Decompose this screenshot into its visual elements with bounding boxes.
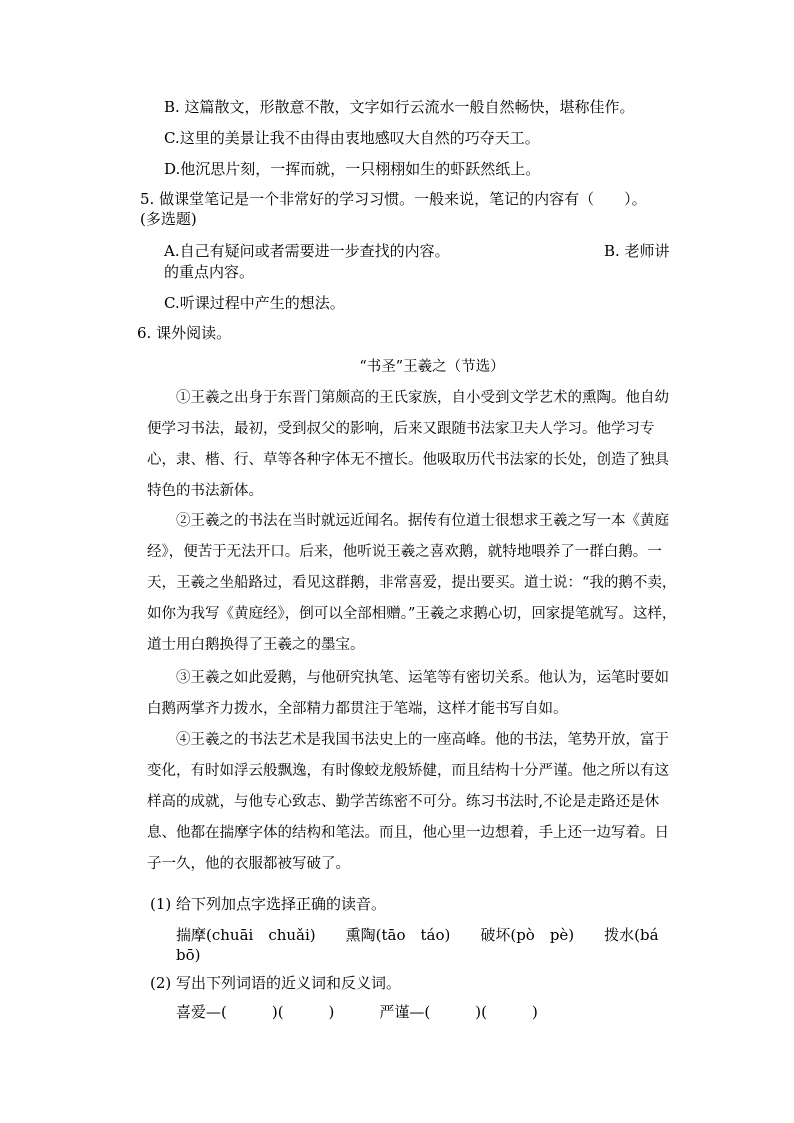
sub-question-1-label: (1) 给下列加点字选择正确的读音。 <box>150 895 387 913</box>
q5-option-b-continued: 的重点内容。 <box>164 263 255 281</box>
passage-paragraph-3: ③王羲之如此爱鹅，与他研究执笔、运笔等有密切关系。他认为，运笔时要如白鹅两掌齐力拨水，全部精力都贯注于笔端，这样才能书写自如。 <box>147 670 669 717</box>
q4-option-c: C.这里的美景让我不由得由衷地感叹大自然的巧夺天工。 <box>164 129 540 147</box>
passage-title: “书圣”王羲之（节选） <box>359 359 505 375</box>
q5-option-c: C.听课过程中产生的想法。 <box>164 294 345 312</box>
sub-question-1-options-continued: bō) <box>176 946 201 964</box>
q4-option-b: B. 这篇散文，形散意不散，文字如行云流水一般自然畅快，堪称佳作。 <box>164 98 635 116</box>
q5-option-b: B. 老师讲 <box>604 242 670 260</box>
q5-multi-select-note: (多选题) <box>140 210 197 228</box>
sub-question-2-label: (2) 写出下列词语的近义词和反义词。 <box>150 974 402 992</box>
q4-option-d: D.他沉思片刻，一挥而就，一只栩栩如生的虾跃然纸上。 <box>164 160 541 178</box>
q6-heading: 6. 课外阅读。 <box>137 324 232 342</box>
passage-paragraph-2: ②王羲之的书法在当时就远近闻名。据传有位道士很想求王羲之写一本《黄庭经》，便苦于无法开口。后来，他听说王羲之喜欢鹅，就特地喂养了一群白鹅。一天，王羲之坐船路过，看见这群鹅，非常喜爱，提出要买。道士说：“我的鹅不卖，如你为我写《黄庭经》，倒可以全部相赠。”王羲之求鹅心切，回家提笔就写。这样，道士用白鹅换得了王羲之的墨宝。 <box>147 513 677 653</box>
sub-question-2-blanks: 喜爱—( )( ) 严谨—( )( ) <box>176 1003 538 1021</box>
passage-paragraph-4: ④王羲之的书法艺术是我国书法史上的一座高峰。他的书法，笔势开放，富于变化，有时如浮云般飘逸，有时像蛟龙般矫健，而且结构十分严谨。他之所以有这样高的成就，与他专心致志、勤学苦练密不可分。练习书法时,不论是走路还是休息、他都在揣摩字体的结构和笔法。而且，他心里一边想着，手上还一边写着。日子一久，他的衣服都被写破了。 <box>147 732 669 872</box>
q5-stem: 5. 做课堂笔记是一个非常好的学习习惯。一般来说，笔记的内容有（ ）。 <box>140 190 647 208</box>
passage-paragraph-1: ①王羲之出身于东晋门第颇高的王氏家族，自小受到文学艺术的熏陶。他自幼便学习书法，最初，受到叔父的影响，后来又跟随书法家卫夫人学习。他学习专心，隶、楷、行、草等各种字体无不擅长。他吸取历代书法家的长处，创造了独具特色的书法新体。 <box>147 390 669 499</box>
sub-question-1-options: 揣摩(chuāi chuǎi) 熏陶(tāo táo) 破坏(pò pè) 拨水(bá <box>176 926 659 944</box>
q5-option-a: A.自己有疑问或者需要进一步查找的内容。 <box>164 242 450 260</box>
